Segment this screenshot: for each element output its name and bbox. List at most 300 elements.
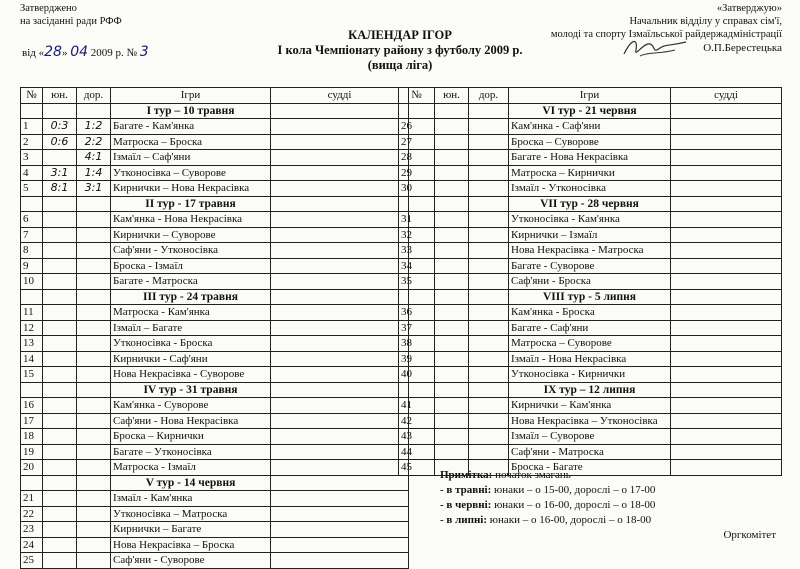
tour-row	[399, 103, 782, 119]
protocol-from-label: від	[22, 47, 36, 59]
referee-cell[interactable]	[671, 227, 782, 243]
table-row	[399, 181, 782, 197]
referee-cell[interactable]	[271, 522, 409, 538]
game-match: Ізмаїл - Кам'янка	[111, 491, 271, 507]
game-match: Кирнички – Кам'янка	[509, 398, 671, 414]
tour-row	[399, 382, 782, 398]
youth-score	[43, 212, 77, 228]
col-referees: судді	[271, 88, 409, 104]
tour-row	[21, 289, 409, 305]
game-number: 22	[21, 506, 43, 522]
youth-score	[435, 274, 469, 290]
adult-score: 3:1	[77, 181, 111, 197]
col-games: Ігри	[111, 88, 271, 104]
game-match: Броска - Ізмаїл	[111, 258, 271, 274]
game-number: 31	[399, 212, 435, 228]
referee-cell[interactable]	[271, 367, 409, 383]
game-number: 28	[399, 150, 435, 166]
referee-cell[interactable]	[671, 413, 782, 429]
referee-cell[interactable]	[671, 274, 782, 290]
game-number: 36	[399, 305, 435, 321]
youth-score	[43, 429, 77, 445]
game-match: Кам'янка - Нова Некрасівка	[111, 212, 271, 228]
game-number: 44	[399, 444, 435, 460]
referee-cell[interactable]	[271, 212, 409, 228]
adult-score	[77, 429, 111, 445]
referee-cell[interactable]	[271, 336, 409, 352]
game-match: Багате - Кам'янка	[111, 119, 271, 135]
youth-score	[43, 150, 77, 166]
youth-score	[43, 553, 77, 569]
game-number: 13	[21, 336, 43, 352]
table-header-row	[399, 88, 782, 104]
youth-score	[435, 320, 469, 336]
table-row	[21, 491, 409, 507]
approval-right-line3: молоді та спорту Ізмаїльської райдержадміністрації	[550, 29, 782, 40]
referee-cell[interactable]	[271, 119, 409, 135]
game-match: Багате - Нова Некрасівка	[509, 150, 671, 166]
adult-score	[469, 320, 509, 336]
game-match: Ізмаїл - Утконосівка	[509, 181, 671, 197]
table-row	[21, 460, 409, 476]
table-row	[399, 134, 782, 150]
game-number: 26	[399, 119, 435, 135]
tour-title: ІІ тур - 17 травня	[111, 196, 271, 212]
game-match: Кирнички – Суворове	[111, 227, 271, 243]
game-number: 40	[399, 367, 435, 383]
adult-score	[77, 274, 111, 290]
game-match: Утконосівка - Кирнички	[509, 367, 671, 383]
table-row	[21, 522, 409, 538]
col-number: №	[21, 88, 43, 104]
game-number: 11	[21, 305, 43, 321]
referee-cell[interactable]	[271, 165, 409, 181]
referee-cell[interactable]	[271, 413, 409, 429]
youth-score: 0:3	[43, 119, 77, 135]
table-row	[399, 305, 782, 321]
adult-score	[77, 227, 111, 243]
notes-may-text: юнаки – о 15-00, дорослі – о 17-00	[491, 484, 656, 496]
title-line3: (вища ліга)	[367, 58, 433, 72]
protocol-year: 2009 р. №	[90, 47, 138, 59]
game-number: 39	[399, 351, 435, 367]
adult-score	[469, 150, 509, 166]
table-row	[21, 165, 409, 181]
table-row	[21, 258, 409, 274]
youth-score	[43, 274, 77, 290]
game-match: Кирнички - Саф'яни	[111, 351, 271, 367]
game-match: Кирнички – Нова Некрасівка	[111, 181, 271, 197]
signature-icon	[620, 36, 690, 60]
youth-score	[43, 305, 77, 321]
table-row	[21, 243, 409, 259]
referee-cell[interactable]	[671, 150, 782, 166]
game-match: Утконосівка - Броска	[111, 336, 271, 352]
table-row	[21, 537, 409, 553]
adult-score	[77, 413, 111, 429]
game-number: 20	[21, 460, 43, 476]
notes-may-label: - в травні:	[440, 484, 492, 496]
referee-cell[interactable]	[271, 506, 409, 522]
adult-score	[77, 320, 111, 336]
col-adult: дор.	[77, 88, 111, 104]
adult-score	[469, 398, 509, 414]
game-match: Саф'яни - Матроска	[509, 444, 671, 460]
youth-score: 8:1	[43, 181, 77, 197]
adult-score: 2:2	[77, 134, 111, 150]
youth-score	[435, 134, 469, 150]
adult-score	[77, 367, 111, 383]
referee-cell[interactable]	[671, 398, 782, 414]
table-row	[21, 398, 409, 414]
referee-cell[interactable]	[271, 491, 409, 507]
referee-cell[interactable]	[271, 444, 409, 460]
referee-cell[interactable]	[271, 351, 409, 367]
table-row	[21, 119, 409, 135]
game-match: Матроска – Суворове	[509, 336, 671, 352]
adult-score	[77, 537, 111, 553]
table-row	[21, 274, 409, 290]
tour-title: VІІІ тур - 5 липня	[509, 289, 671, 305]
game-number: 19	[21, 444, 43, 460]
table-row	[399, 398, 782, 414]
youth-score	[435, 413, 469, 429]
table-row	[399, 336, 782, 352]
youth-score	[435, 227, 469, 243]
referee-cell[interactable]	[271, 243, 409, 259]
protocol-line: від «28» 04 2009 р. № 3	[22, 44, 149, 60]
youth-score	[43, 351, 77, 367]
game-number: 5	[21, 181, 43, 197]
tour-title: ІV тур - 31 травня	[111, 382, 271, 398]
adult-score: 4:1	[77, 150, 111, 166]
adult-score	[469, 212, 509, 228]
referee-cell[interactable]	[671, 212, 782, 228]
referee-cell[interactable]	[671, 258, 782, 274]
schedule-table-left	[20, 87, 409, 569]
adult-score	[77, 305, 111, 321]
game-match: Кирнички – Багате	[111, 522, 271, 538]
adult-score	[77, 212, 111, 228]
protocol-month: 04	[70, 44, 89, 60]
tour-title: VІІ тур - 28 червня	[509, 196, 671, 212]
game-number: 43	[399, 429, 435, 445]
adult-score: 1:2	[77, 119, 111, 135]
game-number: 7	[21, 227, 43, 243]
adult-score	[77, 491, 111, 507]
table-row	[21, 367, 409, 383]
game-match: Кам'янка - Саф'яни	[509, 119, 671, 135]
game-number: 23	[21, 522, 43, 538]
referee-cell[interactable]	[271, 398, 409, 414]
game-number: 32	[399, 227, 435, 243]
referee-cell[interactable]	[671, 305, 782, 321]
adult-score	[469, 227, 509, 243]
referee-cell[interactable]	[671, 460, 782, 476]
adult-score	[77, 351, 111, 367]
game-number: 34	[399, 258, 435, 274]
referee-cell[interactable]	[271, 150, 409, 166]
table-row	[399, 165, 782, 181]
table-row	[399, 258, 782, 274]
notes-block	[440, 468, 655, 528]
table-row	[399, 243, 782, 259]
game-match: Матроска – Кирнички	[509, 165, 671, 181]
col-adult: дор.	[469, 88, 509, 104]
tour-title: VІ тур - 21 червня	[509, 103, 671, 119]
game-match: Кирнички – Ізмаїл	[509, 227, 671, 243]
referee-cell[interactable]	[271, 134, 409, 150]
game-match: Матроска – Броска	[111, 134, 271, 150]
table-row	[399, 413, 782, 429]
game-match: Матроска - Ізмаїл	[111, 460, 271, 476]
adult-score	[77, 398, 111, 414]
game-number: 33	[399, 243, 435, 259]
table-row	[21, 181, 409, 197]
table-row	[21, 553, 409, 569]
tour-row	[21, 475, 409, 491]
table-row	[399, 367, 782, 383]
youth-score	[435, 243, 469, 259]
adult-score	[77, 522, 111, 538]
table-row	[21, 429, 409, 445]
game-number: 27	[399, 134, 435, 150]
table-row	[21, 320, 409, 336]
game-match: Утконосівка – Суворове	[111, 165, 271, 181]
game-match: Саф'яни - Нова Некрасівка	[111, 413, 271, 429]
referee-cell[interactable]	[671, 444, 782, 460]
youth-score	[43, 320, 77, 336]
referee-cell[interactable]	[271, 274, 409, 290]
title-line1: КАЛЕНДАР ІГОР	[348, 28, 452, 42]
referee-cell[interactable]	[671, 243, 782, 259]
table-row	[399, 429, 782, 445]
table-header-row	[21, 88, 409, 104]
adult-score	[469, 351, 509, 367]
table-row	[399, 212, 782, 228]
referee-cell[interactable]	[271, 460, 409, 476]
referee-cell[interactable]	[271, 181, 409, 197]
tour-title: ІХ тур – 12 липня	[509, 382, 671, 398]
referee-cell[interactable]	[671, 429, 782, 445]
approval-left-line1: Затверджено	[20, 3, 77, 14]
youth-score	[43, 367, 77, 383]
adult-score	[469, 165, 509, 181]
game-match: Ізмаїл - Нова Некрасівка	[509, 351, 671, 367]
tour-title: V тур - 14 червня	[111, 475, 271, 491]
table-row	[21, 227, 409, 243]
adult-score	[469, 134, 509, 150]
col-referees: судді	[671, 88, 782, 104]
game-number: 9	[21, 258, 43, 274]
youth-score	[43, 491, 77, 507]
game-number: 24	[21, 537, 43, 553]
col-games: Ігри	[509, 88, 671, 104]
notes-july-label: - в липні:	[440, 514, 488, 526]
youth-score	[43, 522, 77, 538]
referee-cell[interactable]	[271, 553, 409, 569]
table-row	[399, 119, 782, 135]
game-number: 6	[21, 212, 43, 228]
document-title	[235, 28, 565, 73]
game-number: 3	[21, 150, 43, 166]
game-number: 38	[399, 336, 435, 352]
adult-score	[469, 367, 509, 383]
game-number: 14	[21, 351, 43, 367]
adult-score	[469, 258, 509, 274]
referee-cell[interactable]	[671, 351, 782, 367]
notes-title: Примітка:	[440, 469, 493, 481]
adult-score	[77, 243, 111, 259]
game-match: Утконосівка - Кам'янка	[509, 212, 671, 228]
table-row	[399, 150, 782, 166]
table-row	[399, 274, 782, 290]
youth-score	[43, 444, 77, 460]
adult-score	[77, 336, 111, 352]
youth-score	[435, 181, 469, 197]
schedule-table-right	[398, 87, 782, 476]
youth-score	[43, 336, 77, 352]
signer-name: О.П.Берестецька	[703, 42, 782, 54]
notes-title-rest: початок змагань	[492, 469, 571, 481]
game-match: Кам'янка - Броска	[509, 305, 671, 321]
title-line2: І кола Чемпіонату району з футболу 2009 р.	[277, 43, 523, 57]
game-number: 8	[21, 243, 43, 259]
approval-right-line1: «Затверджую»	[716, 3, 782, 14]
game-number: 17	[21, 413, 43, 429]
game-number: 30	[399, 181, 435, 197]
youth-score	[435, 119, 469, 135]
youth-score	[435, 336, 469, 352]
game-match: Багате - Суворове	[509, 258, 671, 274]
adult-score	[77, 258, 111, 274]
approval-right-line2: Начальник відділу у справах сім'ї,	[629, 16, 782, 27]
game-match: Саф'яни - Суворове	[111, 553, 271, 569]
referee-cell[interactable]	[671, 181, 782, 197]
adult-score	[469, 305, 509, 321]
game-match: Нова Некрасівка - Матроска	[509, 243, 671, 259]
game-match: Ізмаїл – Саф'яни	[111, 150, 271, 166]
table-row	[21, 336, 409, 352]
tour-row	[399, 289, 782, 305]
col-number: №	[399, 88, 435, 104]
referee-cell[interactable]	[671, 336, 782, 352]
referee-cell[interactable]	[271, 227, 409, 243]
youth-score: 0:6	[43, 134, 77, 150]
table-row	[21, 150, 409, 166]
referee-cell[interactable]	[671, 320, 782, 336]
table-row	[21, 444, 409, 460]
adult-score	[469, 429, 509, 445]
youth-score	[435, 367, 469, 383]
adult-score	[469, 413, 509, 429]
game-number: 35	[399, 274, 435, 290]
referee-cell[interactable]	[271, 258, 409, 274]
tour-row	[21, 382, 409, 398]
adult-score	[469, 243, 509, 259]
game-number: 4	[21, 165, 43, 181]
game-match: Нова Некрасівка – Утконосівка	[509, 413, 671, 429]
game-number: 2	[21, 134, 43, 150]
approval-left-line2: на засіданні ради РФФ	[20, 16, 122, 27]
table-row	[21, 413, 409, 429]
tour-row	[21, 196, 409, 212]
notes-june-label: - в червні:	[440, 499, 492, 511]
game-match: Багате - Саф'яни	[509, 320, 671, 336]
referee-cell[interactable]	[671, 119, 782, 135]
game-match: Саф'яни - Утконосівка	[111, 243, 271, 259]
committee-label: Оргкомітет	[723, 529, 776, 541]
youth-score	[435, 165, 469, 181]
referee-cell[interactable]	[271, 537, 409, 553]
youth-score	[435, 150, 469, 166]
approval-left	[20, 2, 122, 28]
col-youth: юн.	[435, 88, 469, 104]
adult-score	[469, 119, 509, 135]
table-row	[399, 227, 782, 243]
youth-score	[43, 258, 77, 274]
game-number: 41	[399, 398, 435, 414]
game-match: Ізмаїл – Суворове	[509, 429, 671, 445]
table-row	[21, 351, 409, 367]
youth-score	[435, 351, 469, 367]
table-row	[21, 506, 409, 522]
col-youth: юн.	[43, 88, 77, 104]
referee-cell[interactable]	[671, 165, 782, 181]
game-match: Броска – Кирнички	[111, 429, 271, 445]
game-match: Утконосівка – Матроска	[111, 506, 271, 522]
game-number: 29	[399, 165, 435, 181]
table-row	[399, 351, 782, 367]
adult-score	[77, 444, 111, 460]
game-number: 18	[21, 429, 43, 445]
adult-score	[77, 460, 111, 476]
youth-score	[435, 398, 469, 414]
youth-score	[435, 444, 469, 460]
tour-title: І тур – 10 травня	[111, 103, 271, 119]
adult-score	[469, 181, 509, 197]
youth-score	[435, 429, 469, 445]
game-number: 37	[399, 320, 435, 336]
table-row	[399, 444, 782, 460]
game-match: Ізмаїл – Багате	[111, 320, 271, 336]
youth-score	[43, 227, 77, 243]
youth-score	[43, 460, 77, 476]
referee-cell[interactable]	[271, 320, 409, 336]
adult-score	[469, 274, 509, 290]
game-match: Матроска - Кам'янка	[111, 305, 271, 321]
table-row	[21, 134, 409, 150]
adult-score	[469, 336, 509, 352]
game-number: 45	[399, 460, 435, 476]
youth-score: 3:1	[43, 165, 77, 181]
notes-july-text: юнаки – о 16-00, дорослі – о 18-00	[487, 514, 652, 526]
referee-cell[interactable]	[271, 429, 409, 445]
youth-score	[43, 413, 77, 429]
game-number: 12	[21, 320, 43, 336]
game-number: 25	[21, 553, 43, 569]
youth-score	[43, 506, 77, 522]
referee-cell[interactable]	[271, 305, 409, 321]
game-match: Саф'яни - Броска	[509, 274, 671, 290]
game-match: Кам'янка - Суворове	[111, 398, 271, 414]
table-row	[399, 320, 782, 336]
notes-june-text: юнаки – о 16-00, дорослі – о 18-00	[491, 499, 656, 511]
referee-cell[interactable]	[671, 134, 782, 150]
game-number: 1	[21, 119, 43, 135]
game-match: Багате – Утконосівка	[111, 444, 271, 460]
referee-cell[interactable]	[671, 367, 782, 383]
